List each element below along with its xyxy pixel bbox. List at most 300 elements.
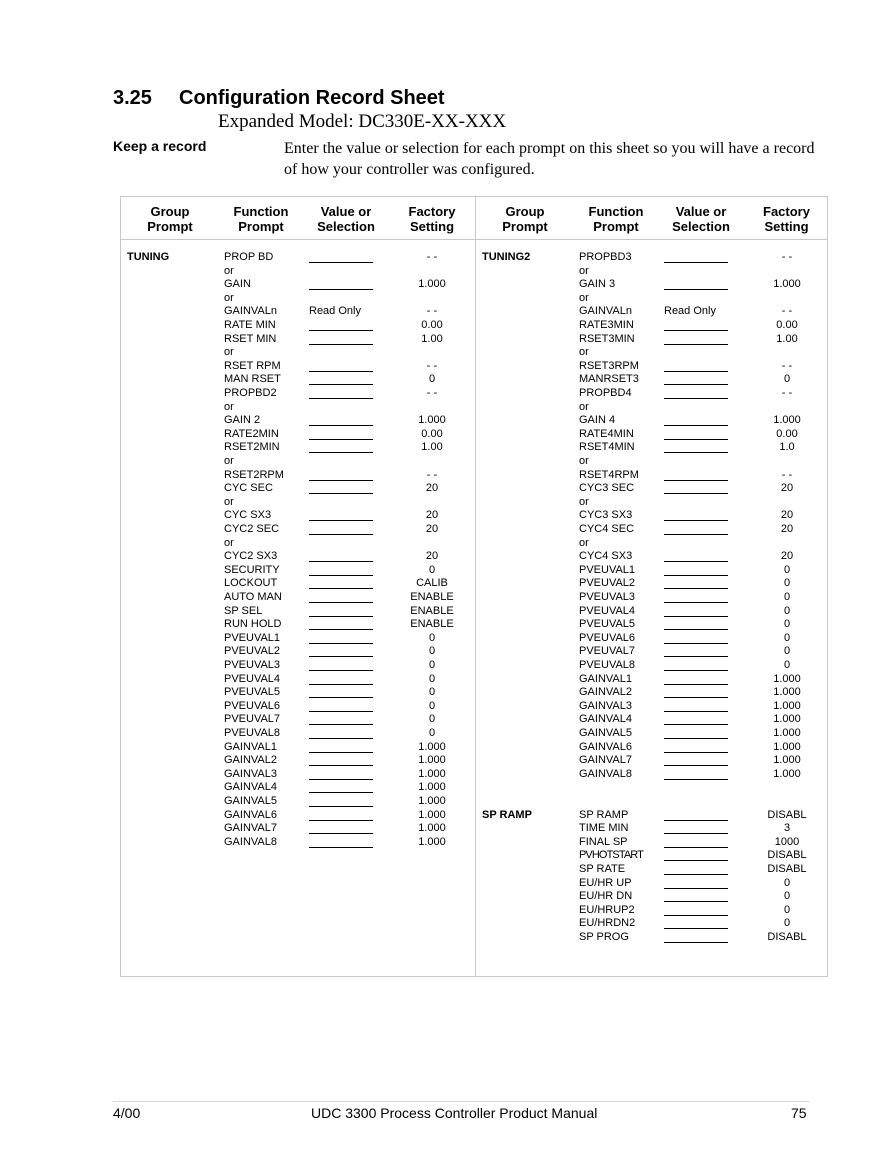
function-prompt: PROPBD3	[579, 251, 632, 263]
function-prompt: MANRSET3	[579, 373, 639, 386]
function-prompt: PVEUVAL2	[579, 577, 636, 590]
table-row	[476, 931, 829, 945]
value-selection-blank[interactable]	[664, 575, 728, 576]
value-selection-blank[interactable]	[309, 724, 373, 725]
factory-setting: - -	[426, 387, 438, 399]
table-header-divider	[121, 239, 827, 240]
table-row	[121, 754, 475, 768]
value-selection-blank[interactable]	[309, 820, 373, 821]
factory-setting: 20	[780, 509, 794, 522]
value-selection-blank[interactable]	[664, 344, 728, 345]
value-selection-blank[interactable]	[664, 480, 728, 481]
value-selection-blank[interactable]	[309, 833, 373, 834]
header-factory-setting-right: Factory Setting	[763, 204, 810, 234]
value-selection-blank[interactable]	[664, 520, 728, 521]
footer-date: 4/00	[113, 1105, 141, 1121]
left-prompt-column	[121, 251, 475, 951]
value-selection-blank[interactable]	[664, 561, 728, 562]
table-row	[476, 686, 829, 700]
table-row	[476, 469, 829, 483]
table-row	[121, 727, 475, 741]
value-selection-blank[interactable]	[309, 684, 373, 685]
table-row	[476, 700, 829, 714]
value-selection-blank[interactable]	[664, 452, 728, 453]
function-prompt: SECURITY	[224, 563, 280, 576]
function-prompt: TIME MIN	[579, 822, 629, 835]
table-row	[476, 333, 829, 347]
factory-setting: 1.000	[418, 822, 446, 835]
table-row	[476, 428, 829, 442]
right-prompt-column	[476, 251, 829, 971]
table-row	[121, 278, 475, 292]
factory-setting: 0	[783, 631, 791, 644]
function-prompt: CYC3 SEC	[579, 482, 635, 495]
function-prompt: PVEUVAL4	[579, 604, 636, 617]
table-row	[476, 605, 829, 619]
table-row	[121, 645, 475, 659]
value-selection-blank[interactable]	[664, 330, 728, 331]
factory-setting: - -	[426, 251, 438, 263]
factory-setting: ENABLE	[410, 618, 454, 631]
value-selection-blank[interactable]	[664, 833, 728, 834]
function-prompt: RUN HOLD	[224, 618, 282, 631]
factory-setting: 1.000	[418, 835, 446, 848]
factory-setting: 1.00	[776, 332, 798, 345]
value-selection-blank[interactable]	[664, 724, 728, 725]
value-selection-blank[interactable]	[664, 656, 728, 657]
factory-setting: - -	[781, 305, 793, 318]
function-prompt: CYC2 SEC	[224, 523, 280, 535]
table-row	[121, 523, 475, 537]
value-selection-blank[interactable]	[309, 398, 373, 399]
function-prompt: GAINVAL6	[224, 808, 277, 821]
factory-setting: 20	[425, 482, 439, 495]
function-prompt: or	[579, 495, 589, 508]
function-prompt: CYC SX3	[224, 509, 272, 522]
value-selection-blank[interactable]	[664, 738, 728, 739]
factory-setting: DISABL	[767, 808, 807, 821]
header-group-prompt-left: Group Prompt	[147, 204, 193, 234]
value-selection-blank[interactable]	[309, 493, 373, 494]
function-prompt: PVEUVAL3	[224, 659, 281, 671]
header-function-prompt-left: Function Prompt	[233, 204, 289, 234]
value-selection-blank[interactable]	[309, 806, 373, 807]
function-prompt: EU/HRUP2	[579, 903, 635, 916]
value-selection-blank[interactable]	[664, 629, 728, 630]
value-selection-blank[interactable]	[664, 765, 728, 766]
function-prompt: EU/HR UP	[579, 876, 632, 889]
value-selection-blank[interactable]	[309, 534, 373, 535]
value-selection-blank[interactable]	[309, 575, 373, 576]
table-row	[121, 305, 475, 319]
factory-setting: 0.00	[421, 427, 443, 440]
table-row	[121, 346, 475, 360]
function-prompt: PVEUVAL6	[224, 699, 281, 712]
function-prompt: CYC2 SX3	[224, 550, 278, 563]
function-prompt: RATE3MIN	[579, 319, 634, 331]
factory-setting: 1.00	[421, 332, 443, 345]
value-selection-blank[interactable]	[309, 384, 373, 385]
function-prompt: or	[579, 346, 589, 359]
function-prompt: SP PROG	[579, 931, 629, 943]
function-prompt: PVHOTSTART	[579, 849, 643, 862]
table-row	[476, 632, 829, 646]
table-row	[476, 550, 829, 564]
value-selection-blank[interactable]	[664, 888, 728, 889]
value-selection-blank[interactable]	[309, 439, 373, 440]
value-selection-blank[interactable]	[309, 752, 373, 753]
value-selection-blank[interactable]	[309, 847, 373, 848]
table-row	[121, 795, 475, 809]
table-row	[476, 768, 829, 782]
table-row	[476, 564, 829, 578]
value-selection-blank[interactable]	[664, 602, 728, 603]
table-row	[121, 809, 475, 823]
function-prompt: MAN RSET	[224, 373, 281, 386]
function-prompt: PVEUVAL5	[224, 686, 281, 699]
factory-setting: 1.000	[418, 795, 446, 807]
value-selection-blank[interactable]	[309, 656, 373, 657]
table-row	[121, 333, 475, 347]
function-prompt: GAINVALn	[224, 305, 277, 318]
table-row	[476, 577, 829, 591]
value-selection-blank[interactable]	[664, 439, 728, 440]
function-prompt: GAINVAL7	[579, 754, 632, 767]
footer-page-number: 75	[791, 1105, 807, 1121]
table-row	[476, 713, 829, 727]
value-selection-blank[interactable]	[309, 779, 373, 780]
function-prompt: RSET4MIN	[579, 441, 635, 454]
value-selection-text: Read Only	[309, 305, 361, 318]
value-selection-blank[interactable]	[664, 493, 728, 494]
factory-setting: 0	[428, 373, 436, 386]
section-title: Configuration Record Sheet	[179, 87, 445, 109]
table-row	[121, 537, 475, 551]
function-prompt: RSET3MIN	[579, 332, 635, 345]
factory-setting: ENABLE	[410, 604, 454, 617]
factory-setting: 0	[428, 713, 436, 726]
function-prompt: AUTO MAN	[224, 591, 282, 603]
factory-setting: - -	[426, 305, 438, 318]
value-selection-blank[interactable]	[664, 616, 728, 617]
factory-setting: 1.000	[418, 767, 446, 780]
keep-record-label: Keep a record	[113, 138, 207, 154]
value-selection-blank[interactable]	[309, 629, 373, 630]
table-row	[476, 373, 829, 387]
value-selection-blank[interactable]	[309, 616, 373, 617]
function-prompt: GAINVALn	[579, 305, 632, 318]
value-selection-blank[interactable]	[309, 711, 373, 712]
function-prompt: PVEUVAL2	[224, 645, 281, 658]
factory-setting: - -	[781, 468, 793, 481]
factory-setting: DISABL	[767, 863, 807, 875]
factory-setting: - -	[426, 359, 438, 372]
value-selection-blank[interactable]	[664, 534, 728, 535]
table-row	[476, 904, 829, 918]
function-prompt: GAINVAL2	[224, 754, 277, 767]
factory-setting: 0	[428, 727, 436, 739]
factory-setting: 1.000	[773, 727, 801, 739]
factory-setting: 0.00	[776, 319, 798, 331]
function-prompt: or	[224, 264, 234, 277]
value-selection-blank[interactable]	[309, 371, 373, 372]
value-selection-blank[interactable]	[309, 330, 373, 331]
function-prompt: PVEUVAL1	[579, 563, 636, 576]
value-selection-blank[interactable]	[664, 847, 728, 848]
value-selection-blank[interactable]	[309, 520, 373, 521]
table-row	[476, 727, 829, 741]
table-row	[476, 809, 829, 823]
table-row	[121, 768, 475, 782]
table-row	[476, 251, 829, 265]
factory-setting: ENABLE	[410, 591, 454, 603]
header-value-selection-right: Value or Selection	[672, 204, 730, 234]
function-prompt: PROPBD4	[579, 387, 632, 399]
table-row	[121, 469, 475, 483]
value-selection-blank[interactable]	[309, 670, 373, 671]
table-row	[121, 319, 475, 333]
function-prompt: PVEUVAL8	[579, 659, 636, 671]
table-row	[121, 822, 475, 836]
table-row	[121, 401, 475, 415]
factory-setting: 1.000	[773, 754, 801, 767]
factory-setting: 1.000	[773, 686, 801, 699]
value-selection-blank[interactable]	[664, 928, 728, 929]
factory-setting: 0	[783, 876, 791, 889]
function-prompt: PVEUVAL4	[224, 672, 281, 685]
table-row	[476, 917, 829, 931]
function-prompt: RSET4RPM	[579, 468, 639, 481]
factory-setting: 0	[783, 890, 791, 903]
factory-setting: - -	[781, 251, 793, 263]
function-prompt: PVEUVAL8	[224, 727, 281, 739]
function-prompt: GAIN 3	[579, 278, 616, 291]
table-row	[121, 265, 475, 279]
function-prompt: GAINVAL6	[579, 740, 632, 753]
function-prompt: or	[224, 346, 234, 359]
table-row	[121, 292, 475, 306]
table-row	[121, 360, 475, 374]
factory-setting: 0	[783, 604, 791, 617]
factory-setting: 3	[783, 822, 791, 835]
footer-divider	[113, 1101, 809, 1102]
value-selection-blank[interactable]	[309, 344, 373, 345]
value-selection-blank[interactable]	[309, 765, 373, 766]
keep-record-text: Enter the value or selection for each prompt on this sheet so you will have a record of how your controller was configured.	[284, 140, 815, 178]
factory-setting: 1.000	[418, 414, 446, 427]
function-prompt: or	[579, 455, 589, 467]
section-heading	[113, 87, 445, 110]
function-prompt: RSET RPM	[224, 359, 281, 372]
value-selection-blank[interactable]	[309, 588, 373, 589]
function-prompt: GAIN	[224, 278, 251, 291]
value-selection-blank[interactable]	[664, 711, 728, 712]
value-selection-blank[interactable]	[664, 384, 728, 385]
function-prompt: EU/HRDN2	[579, 917, 636, 930]
function-prompt: GAINVAL5	[224, 795, 277, 807]
table-row	[121, 564, 475, 578]
function-prompt: GAIN 2	[224, 414, 261, 427]
table-row	[476, 877, 829, 891]
section-number: 3.25	[113, 87, 152, 109]
function-prompt: or	[224, 455, 234, 467]
group-prompt-left-0: TUNING	[127, 251, 170, 263]
value-selection-blank[interactable]	[309, 738, 373, 739]
table-row	[121, 496, 475, 510]
factory-setting: 0	[783, 618, 791, 631]
model-subtitle: Expanded Model: DC330E-XX-XXX	[218, 111, 507, 132]
value-selection-blank[interactable]	[664, 425, 728, 426]
factory-setting: 1.000	[773, 740, 801, 753]
value-selection-blank[interactable]	[309, 697, 373, 698]
table-row	[476, 849, 829, 863]
factory-setting: 0	[428, 659, 436, 671]
value-selection-blank[interactable]	[664, 860, 728, 861]
value-selection-blank[interactable]	[309, 643, 373, 644]
function-prompt: GAIN 4	[579, 414, 616, 427]
function-prompt: GAINVAL8	[224, 835, 277, 848]
factory-setting: 0	[428, 631, 436, 644]
table-row	[121, 387, 475, 401]
table-row	[121, 550, 475, 564]
function-prompt: GAINVAL7	[224, 822, 277, 835]
value-selection-blank[interactable]	[664, 820, 728, 821]
value-selection-blank[interactable]	[309, 792, 373, 793]
factory-setting: 1.000	[418, 754, 446, 767]
function-prompt: CYC3 SX3	[579, 509, 633, 522]
value-selection-blank[interactable]	[664, 874, 728, 875]
function-prompt: or	[224, 400, 234, 413]
function-prompt: or	[579, 264, 589, 277]
function-prompt: RSET2RPM	[224, 468, 284, 481]
function-prompt: PVEUVAL5	[579, 618, 636, 631]
table-row	[121, 781, 475, 795]
value-selection-blank[interactable]	[309, 561, 373, 562]
value-selection-blank[interactable]	[664, 752, 728, 753]
table-row	[121, 713, 475, 727]
value-selection-blank[interactable]	[664, 779, 728, 780]
value-selection-blank[interactable]	[664, 670, 728, 671]
function-prompt: SP RATE	[579, 863, 626, 875]
table-row	[476, 360, 829, 374]
table-row	[476, 496, 829, 510]
factory-setting: 0	[428, 699, 436, 712]
value-selection-blank[interactable]	[309, 289, 373, 290]
factory-setting: 0	[783, 917, 791, 930]
factory-setting: 0	[428, 563, 436, 576]
function-prompt: or	[224, 495, 234, 508]
table-row	[121, 605, 475, 619]
table-row	[476, 441, 829, 455]
table-row	[476, 482, 829, 496]
table-row	[476, 346, 829, 360]
table-row	[476, 401, 829, 415]
value-selection-blank[interactable]	[309, 452, 373, 453]
factory-setting: 20	[425, 523, 439, 535]
value-selection-blank[interactable]	[664, 588, 728, 589]
table-row	[476, 387, 829, 401]
function-prompt: or	[224, 536, 234, 549]
function-prompt: or	[579, 291, 589, 304]
function-prompt: RATE2MIN	[224, 427, 279, 440]
function-prompt: GAINVAL3	[579, 699, 632, 712]
group-prompt-right-1: SP RAMP	[482, 808, 532, 821]
function-prompt: or	[224, 291, 234, 304]
value-selection-blank[interactable]	[664, 289, 728, 290]
table-row	[476, 673, 829, 687]
factory-setting: DISABL	[767, 931, 807, 943]
factory-setting: 1.000	[418, 781, 446, 794]
factory-setting: 0	[428, 645, 436, 658]
factory-setting: 20	[780, 523, 794, 535]
factory-setting: DISABL	[767, 849, 807, 862]
value-selection-blank[interactable]	[309, 602, 373, 603]
header-function-prompt-right: Function Prompt	[588, 204, 644, 234]
table-row	[121, 741, 475, 755]
function-prompt: CYC SEC	[224, 482, 273, 495]
table-row	[121, 441, 475, 455]
table-row	[476, 754, 829, 768]
factory-setting: 0	[783, 659, 791, 671]
value-selection-blank[interactable]	[664, 915, 728, 916]
function-prompt: EU/HR DN	[579, 890, 633, 903]
value-selection-blank[interactable]	[664, 643, 728, 644]
value-selection-blank[interactable]	[664, 684, 728, 685]
value-selection-blank[interactable]	[309, 425, 373, 426]
table-row	[476, 836, 829, 850]
factory-setting: 1.00	[421, 441, 443, 454]
table-row	[121, 618, 475, 632]
value-selection-blank[interactable]	[664, 697, 728, 698]
value-selection-blank[interactable]	[309, 480, 373, 481]
function-prompt: PVEUVAL3	[579, 591, 636, 603]
function-prompt: SP SEL	[224, 604, 263, 617]
value-selection-blank[interactable]	[309, 262, 373, 263]
factory-setting: 0	[428, 672, 436, 685]
table-row	[121, 455, 475, 469]
value-selection-blank[interactable]	[664, 371, 728, 372]
factory-setting: 1.000	[418, 808, 446, 821]
table-row	[476, 645, 829, 659]
factory-setting: 20	[425, 509, 439, 522]
factory-setting: - -	[781, 359, 793, 372]
group-prompt-right-0: TUNING2	[482, 251, 531, 263]
factory-setting: 20	[780, 550, 794, 563]
function-prompt: PVEUVAL6	[579, 631, 636, 644]
function-prompt: RATE4MIN	[579, 427, 634, 440]
function-prompt: PROP BD	[224, 251, 274, 263]
header-value-selection-left: Value or Selection	[317, 204, 375, 234]
table-row	[121, 659, 475, 673]
table-row	[476, 319, 829, 333]
function-prompt: or	[579, 536, 589, 549]
value-selection-blank[interactable]	[664, 262, 728, 263]
table-row	[121, 251, 475, 265]
factory-setting: - -	[426, 468, 438, 481]
factory-setting: 1.0	[779, 441, 795, 454]
table-row	[121, 673, 475, 687]
value-selection-blank[interactable]	[664, 398, 728, 399]
value-selection-blank[interactable]	[664, 901, 728, 902]
function-prompt: RSET2MIN	[224, 441, 280, 454]
function-prompt: RATE MIN	[224, 319, 276, 331]
function-prompt: RSET MIN	[224, 332, 277, 345]
function-prompt: GAINVAL1	[224, 740, 277, 753]
value-selection-blank[interactable]	[664, 942, 728, 943]
function-prompt: PROPBD2	[224, 387, 277, 399]
factory-setting: 0	[783, 645, 791, 658]
footer-manual-title: UDC 3300 Process Controller Product Manual	[311, 1105, 598, 1121]
